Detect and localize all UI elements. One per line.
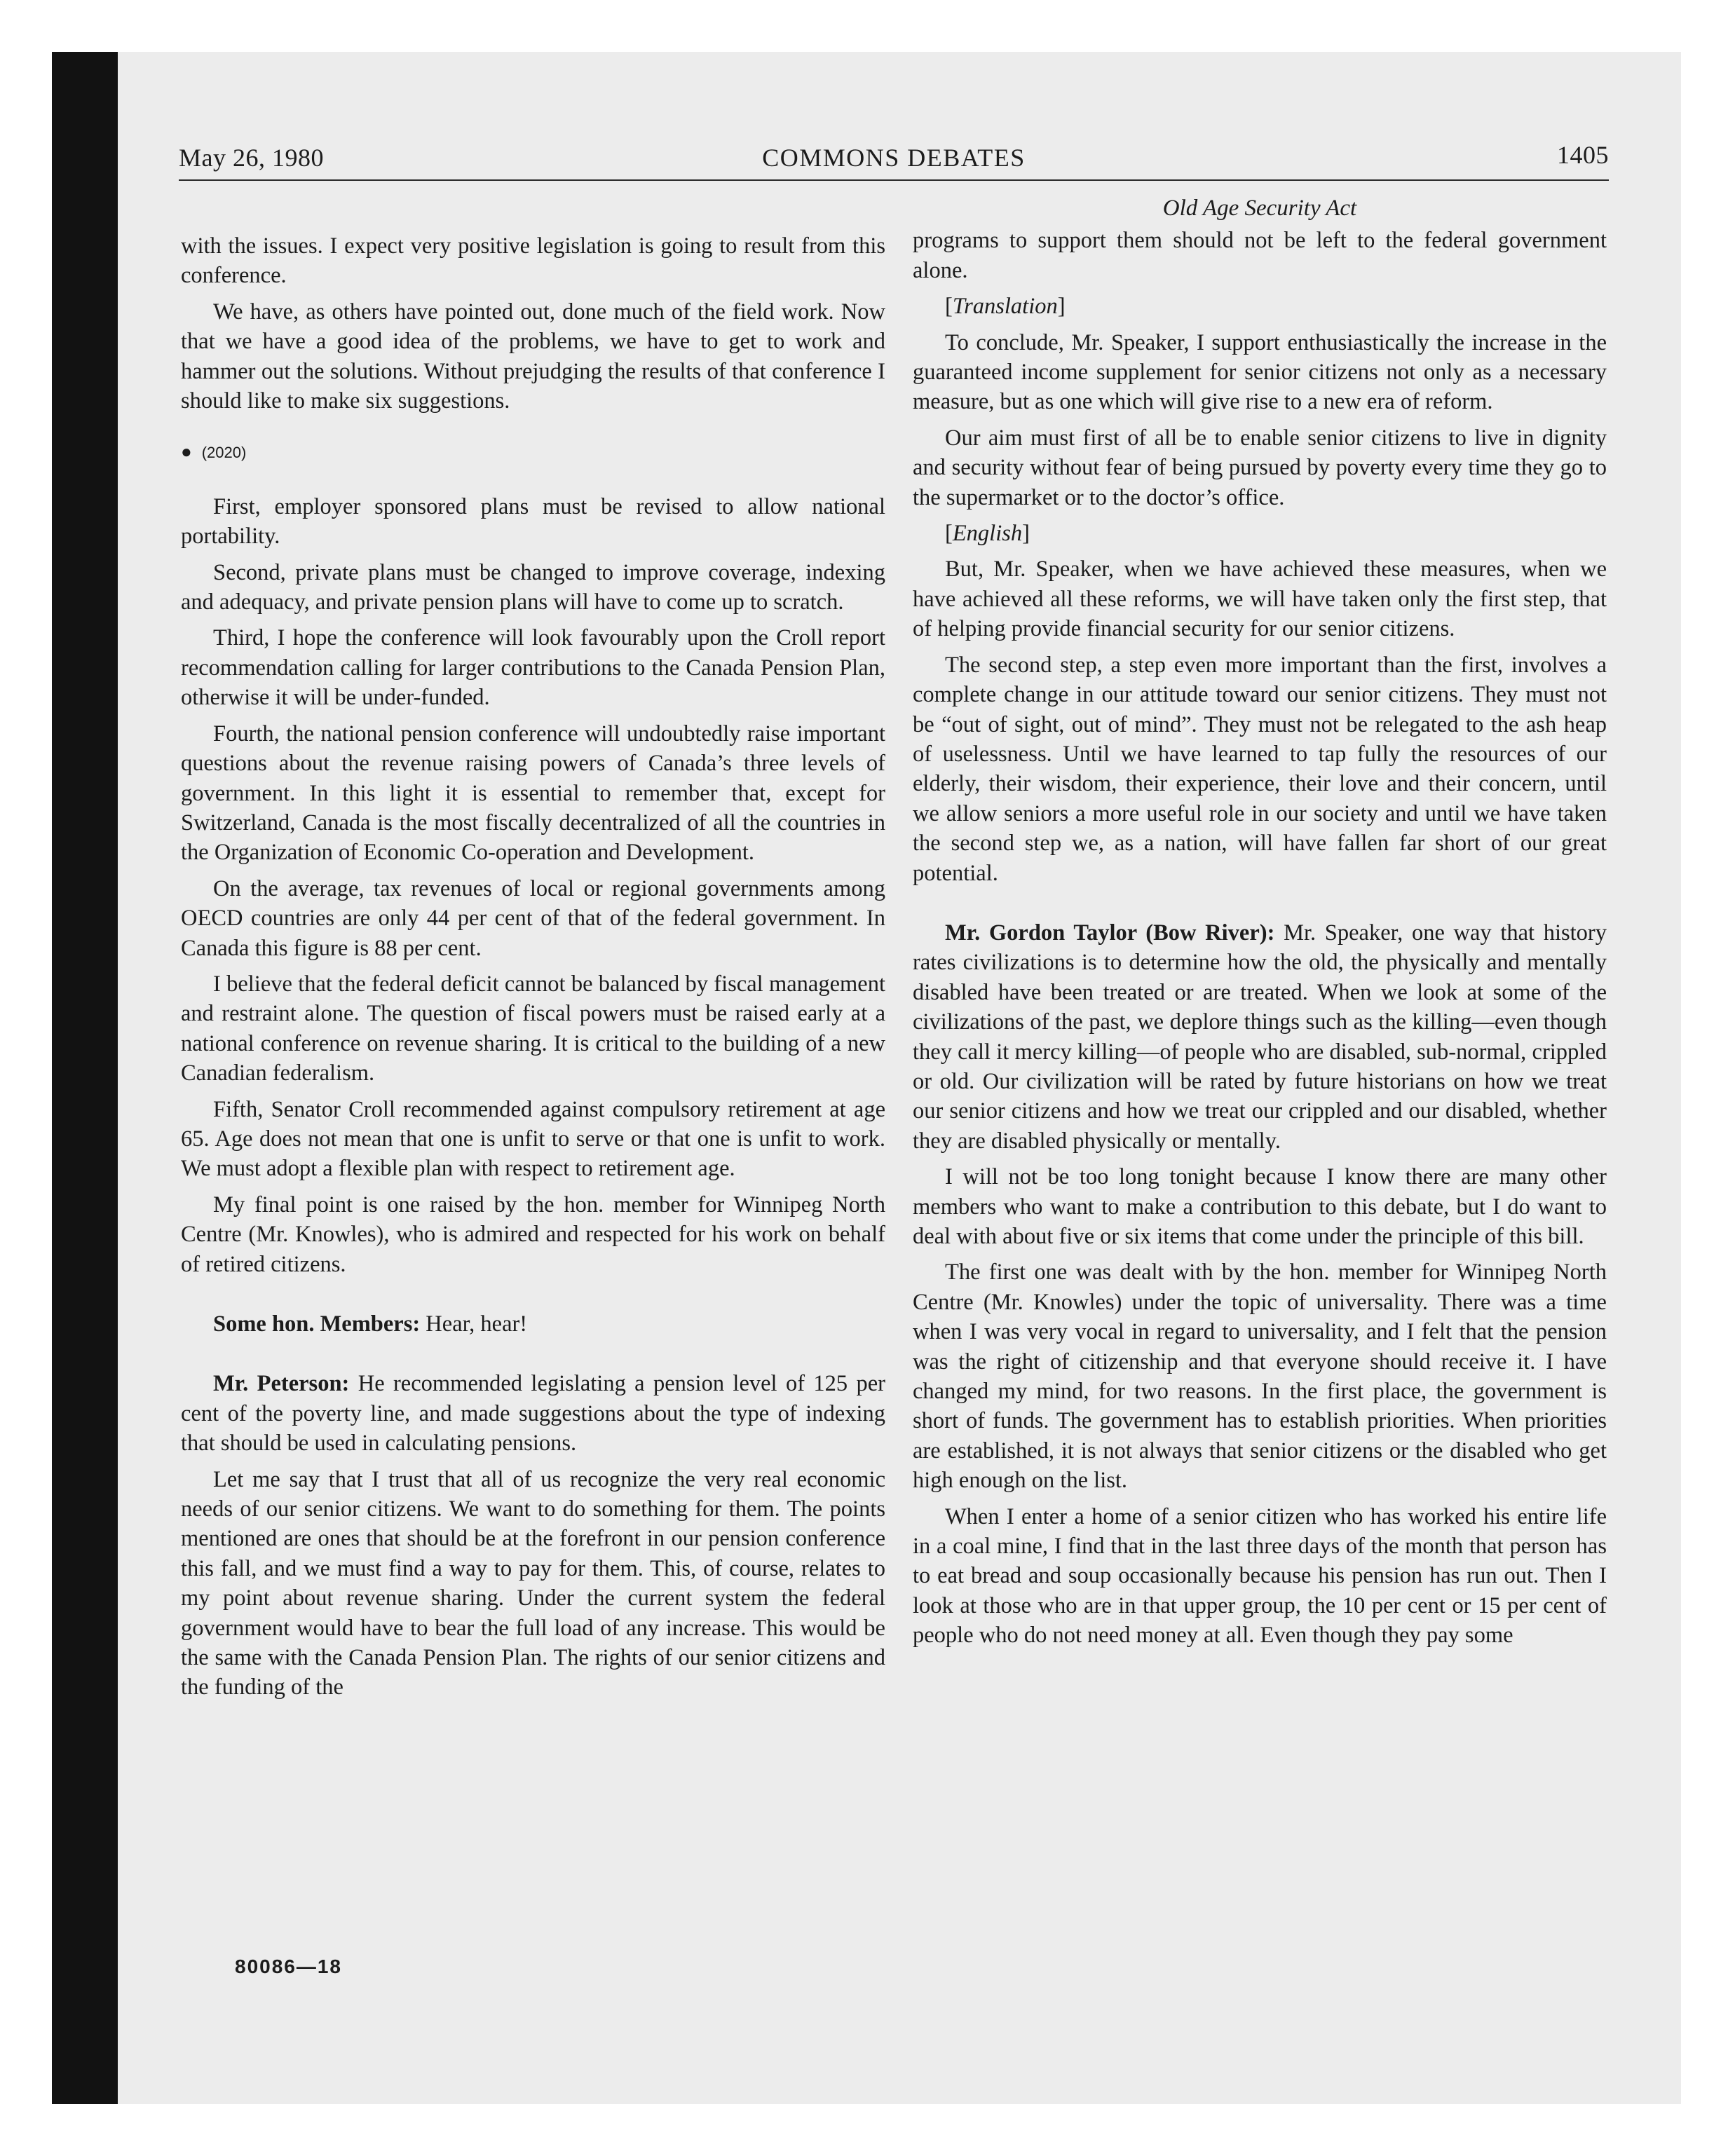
paragraph: But, Mr. Speaker, when we have achieved these measures, when we have achieved all these reforms, we will have taken only the first step, that of helping provide financial security for our senior citizens. — [913, 557, 1607, 642]
speaker-paragraph — [913, 918, 1607, 1156]
binding-edge — [52, 52, 118, 2104]
paragraph: Second, private plans must be changed to improve coverage, indexing and adequacy, and private pension plans will have to come up to scratch. — [181, 559, 885, 615]
speaker-paragraph — [181, 1369, 885, 1458]
paragraph: Our aim must first of all be to enable senior citizens to live in dignity and security without fear of being pursued by poverty every time they go to the supermarket or to the doctor’s office. — [913, 425, 1607, 510]
time-marker-text: (2020) — [201, 444, 247, 462]
speaker-text: He recommended legislating a pension level of 125 per cent of the poverty line, and made suggestions about the type of indexing that should be used in calculating pensions. — [181, 1371, 885, 1456]
print-code: 80086—18 — [235, 1956, 343, 1977]
paragraph: with the issues. I expect very positive legislation is going to result from this conference. — [181, 233, 885, 289]
page-number: 1405 — [1557, 141, 1609, 169]
speaker-name: Some hon. Members: — [213, 1311, 421, 1337]
speaker-text: Mr. Speaker, one way that history rates civilizations is to determine how the old, the physically and mentally disabled have been treated or are treated. When we look at some of the civilizations of the past, we deplore things such as the killing—even though they call it mercy killing—of people who are disabled, sub-normal, crippled or old. Our civilization will be rated by future historians on how we treat our senior citizens and how we treat our crippled and our disabled, whether they are disabled physically or mentally. — [913, 920, 1607, 1154]
paragraph: Third, I hope the conference will look favourably upon the Croll report recommendation calling for larger contributions to the Canada Pension Plan, otherwise it will be under-funded. — [181, 625, 885, 711]
speaker-name: Mr. Gordon Taylor (Bow River): — [945, 920, 1275, 946]
left-column — [181, 231, 885, 1709]
bullet-icon: ● — [181, 441, 192, 463]
speaker-paragraph — [181, 1309, 885, 1339]
language-note: [Translation] — [945, 294, 1066, 320]
running-subject-head: Old Age Security Act — [1162, 196, 1357, 221]
paragraph: I will not be too long tonight because I know there are many other members who want to make a contribution to this debate, but I do want to deal with about five or six items that come under the principle of this bill. — [913, 1164, 1607, 1249]
language-note: [English] — [945, 521, 1030, 547]
right-column — [913, 193, 1607, 1657]
header-publication: COMMONS DEBATES — [762, 144, 1026, 172]
paragraph: We have, as others have pointed out, done much of the field work. Now that we have a good idea of the problems, we have to get to work and hammer out the solutions. Without prejudging the results of that conference I should like to make six suggestions. — [181, 299, 885, 414]
paragraph: Let me say that I trust that all of us recognize the very real economic needs of our senior citizens. We want to do something for them. The points mentioned are ones that should be at the forefront in our pension conference this fall, and we must find a way to pay for them. This, of course, relates to my point about revenue sharing. Under the current system the federal government would have to bear the full load of any increase. This would be the same with the Canada Pension Plan. The rights of our senior citizens and the funding of the — [181, 1466, 885, 1700]
paragraph: programs to support them should not be left to the federal government alone. — [913, 228, 1607, 283]
paragraph: My final point is one raised by the hon. member for Winnipeg North Centre (Mr. Knowles), who is admired and respected for his work on behalf of retired citizens. — [181, 1192, 885, 1277]
paragraph: Fifth, Senator Croll recommended against compulsory retirement at age 65. Age does not mean that one is unfit to serve or that one is unfit to work. We must adopt a flexible plan with respect to retirement age. — [181, 1096, 885, 1182]
paragraph: The second step, a step even more important than the first, involves a complete change in our attitude toward our senior citizens. They must not be “out of sight, out of mind”. They must not be relegated to the ash heap of uselessness. Until we have learned to tap fully the resources of our elderly, their wisdom, their experience, their love and their concern, until we allow seniors a more useful role in our society and until we have taken the second step we, as a nation, will have fallen far short of our great potential. — [913, 652, 1607, 886]
language-label: English — [952, 521, 1023, 547]
paragraph: First, employer sponsored plans must be revised to allow national portability. — [181, 493, 885, 550]
speaker-name: Mr. Peterson: — [213, 1371, 350, 1397]
running-header — [179, 140, 1609, 181]
paragraph: To conclude, Mr. Speaker, I support enthusiastically the increase in the guaranteed income supplement for senior citizens not only as a necessary measure, but as one which will give rise to a new era of reform. — [913, 329, 1607, 415]
paragraph: On the average, tax revenues of local or regional governments among OECD countries are only 44 per cent of that of the federal government. In Canada this figure is 88 per cent. — [181, 875, 885, 961]
time-marker — [181, 437, 885, 468]
paragraph: The first one was dealt with by the hon. member for Winnipeg North Centre (Mr. Knowles) under the topic of universality. There was a time when I was very vocal in regard to universality, and I felt that the pension was the right of citizenship and that everyone should receive it. I have changed my mind, for two reasons. In the first place, the government is short of funds. The government has to establish priorities. When priorities are established, it is not always that senior citizens or the disabled who get high enough on the list. — [913, 1260, 1607, 1494]
header-date: May 26, 1980 — [179, 144, 324, 172]
speaker-text: Hear, hear! — [420, 1311, 528, 1337]
paragraph: When I enter a home of a senior citizen who has worked his entire life in a coal mine, I find that in the last three days of the month that person has to eat bread and soup occasionally because his pension has run out. Then I look at those who are in that upper group, the 10 per cent or 15 per cent of people who do not need money at all. Even though they pay some — [913, 1503, 1607, 1649]
paragraph: Fourth, the national pension conference will undoubtedly raise important questions about the revenue raising powers of Canada’s three levels of government. In this light it is essential to remember that, except for Switzerland, Canada is the most fiscally decentralized of all the countries in the Organization of Economic Co-operation and Development. — [181, 721, 885, 866]
language-label: Translation — [952, 294, 1058, 320]
paragraph: I believe that the federal deficit cannot be balanced by fiscal management and restraint alone. The question of fiscal powers must be raised early at a national conference on revenue sharing. It is critical to the building of a new Canadian federalism. — [181, 971, 885, 1086]
